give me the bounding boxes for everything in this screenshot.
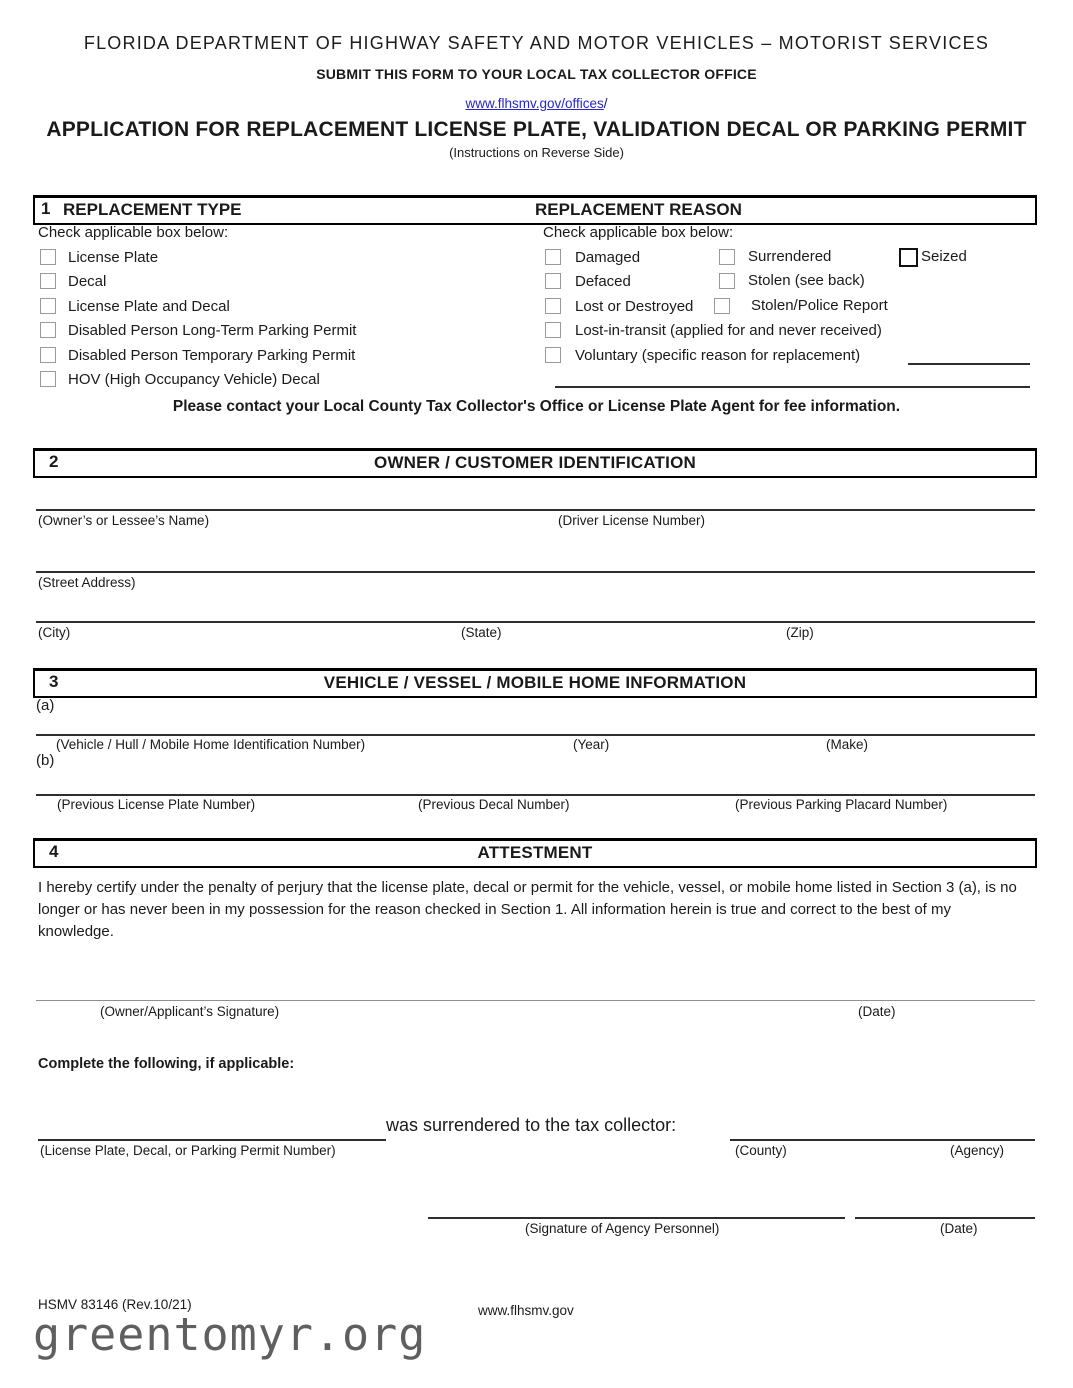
label-prev-placard: (Previous Parking Placard Number): [735, 797, 948, 812]
label-prev-decal: (Previous Decal Number): [418, 797, 570, 812]
submit-instruction: SUBMIT THIS FORM TO YOUR LOCAL TAX COLLECTOR OFFICE: [316, 66, 757, 82]
owner-name-field-line[interactable]: [36, 509, 1035, 511]
label-county: (County): [735, 1143, 787, 1158]
label-plate-decal-permit-number: (License Plate, Decal, or Parking Permit Number): [40, 1143, 336, 1158]
label-state: (State): [461, 625, 502, 640]
section4-header: [33, 838, 1037, 868]
label-lost-or-destroyed: Lost or Destroyed: [575, 298, 694, 315]
label-license-plate: License Plate: [68, 249, 159, 266]
label-zip: (Zip): [786, 625, 814, 640]
label-damaged: Damaged: [575, 249, 641, 266]
complete-note: Complete the following, if applicable:: [38, 1056, 295, 1072]
reason-instruction: Check applicable box below:: [543, 224, 734, 241]
section3-title: VEHICLE / VESSEL / MOBILE HOME INFORMATION: [323, 673, 747, 692]
offices-link[interactable]: www.flhsmv.gov/offices: [465, 96, 604, 111]
label-owner-name: (Owner’s or Lessee’s Name): [38, 513, 210, 528]
checkbox-voluntary[interactable]: [545, 347, 561, 363]
section1-title-right: REPLACEMENT REASON: [535, 200, 742, 219]
label-owner-signature: (Owner/Applicant’s Signature): [100, 1004, 280, 1019]
agency-date-field-line[interactable]: [855, 1217, 1035, 1219]
checkbox-disabled-long-term-permit[interactable]: [40, 322, 56, 338]
previous-numbers-field-line[interactable]: [36, 794, 1035, 796]
form-title: APPLICATION FOR REPLACEMENT LICENSE PLATE, VALIDATION DECAL OR PARKING PERMIT: [46, 118, 1027, 141]
checkbox-seized[interactable]: [899, 248, 918, 267]
checkbox-damaged[interactable]: [545, 249, 561, 265]
row-b-marker: (b): [36, 752, 55, 769]
label-vin: (Vehicle / Hull / Mobile Home Identification Number): [56, 737, 366, 752]
section1-number: 1: [41, 199, 51, 218]
checkbox-decal[interactable]: [40, 273, 56, 289]
label-defaced: Defaced: [575, 273, 631, 290]
checkbox-stolen-police-report[interactable]: [714, 298, 730, 314]
label-city: (City): [38, 625, 71, 640]
surrendered-item-field-line[interactable]: [38, 1139, 386, 1141]
label-surrendered: Surrendered: [748, 248, 832, 265]
offices-link-row: [0, 96, 1073, 111]
label-dl-number: (Driver License Number): [558, 513, 706, 528]
label-decal: Decal: [68, 273, 107, 290]
agency-signature-field-line[interactable]: [428, 1217, 845, 1219]
checkbox-license-plate[interactable]: [40, 249, 56, 265]
owner-signature-field-line[interactable]: [36, 1000, 1035, 1001]
label-agency: (Agency): [950, 1143, 1005, 1158]
fee-note: Please contact your Local County Tax Collector's Office or License Plate Agent for fee information.: [172, 398, 901, 415]
label-disabled-long-term-permit: Disabled Person Long-Term Parking Permit: [68, 322, 357, 339]
footer-website: www.flhsmv.gov: [478, 1303, 574, 1318]
offices-link-suffix: /: [603, 96, 608, 111]
label-agency-signature: (Signature of Agency Personnel): [525, 1221, 720, 1236]
label-disabled-temporary-permit: Disabled Person Temporary Parking Permit: [68, 347, 356, 364]
section1-header: [33, 195, 1037, 225]
checkbox-hov-decal[interactable]: [40, 371, 56, 387]
label-stolen: Stolen (see back): [748, 272, 865, 289]
label-make: (Make): [826, 737, 869, 752]
checkbox-stolen[interactable]: [719, 273, 735, 289]
label-lost-in-transit: Lost-in-transit (applied for and never received): [575, 322, 882, 339]
label-seized: Seized: [921, 248, 967, 265]
label-hov-decal: HOV (High Occupancy Vehicle) Decal: [68, 371, 320, 388]
row-a-marker: (a): [36, 697, 55, 714]
checkbox-lost-in-transit[interactable]: [545, 322, 561, 338]
street-address-field-line[interactable]: [36, 571, 1035, 573]
voluntary-reason-field[interactable]: [908, 363, 1030, 365]
attestment-text: I hereby certify under the penalty of perjury that the license plate, decal or permit for the vehicle, vessel, or mobile home listed in Section 3 (a), is no longer or has never been in my possession for the reason checked in Section 1. All information herein is true and correct to the best of my knowledge.: [38, 879, 1017, 940]
section4-title: ATTESTMENT: [477, 843, 593, 862]
type-instruction: Check applicable box below:: [38, 224, 229, 241]
checkbox-defaced[interactable]: [545, 273, 561, 289]
label-stolen-police-report: Stolen/Police Report: [751, 297, 888, 314]
section2-title: OWNER / CUSTOMER IDENTIFICATION: [374, 453, 696, 472]
vin-year-make-field-line[interactable]: [36, 734, 1035, 736]
section2-number: 2: [49, 452, 59, 471]
agency-title: FLORIDA DEPARTMENT OF HIGHWAY SAFETY AND MOTOR VEHICLES – MOTORIST SERVICES: [83, 33, 990, 53]
city-state-zip-field-line[interactable]: [36, 621, 1035, 623]
section1-title-left: REPLACEMENT TYPE: [63, 200, 242, 219]
form-number: HSMV 83146 (Rev.10/21): [38, 1297, 192, 1312]
checkbox-surrendered[interactable]: [719, 249, 735, 265]
section3-header: [33, 668, 1037, 698]
instructions-note: (Instructions on Reverse Side): [449, 145, 624, 160]
checkbox-lost-or-destroyed[interactable]: [545, 298, 561, 314]
voluntary-reason-field-extra[interactable]: [555, 386, 1030, 388]
label-year: (Year): [573, 737, 610, 752]
label-street-address: (Street Address): [38, 575, 136, 590]
label-prev-plate: (Previous License Plate Number): [57, 797, 256, 812]
section2-header: [33, 448, 1037, 478]
county-agency-field-line[interactable]: [730, 1139, 1035, 1141]
section3-number: 3: [49, 672, 59, 691]
label-agency-date: (Date): [940, 1221, 978, 1236]
section4-number: 4: [49, 842, 59, 861]
surrender-text: was surrendered to the tax collector:: [386, 1115, 677, 1135]
label-license-plate-and-decal: License Plate and Decal: [68, 298, 230, 315]
label-date: (Date): [858, 1004, 896, 1019]
label-voluntary: Voluntary (specific reason for replacement): [575, 347, 861, 364]
checkbox-disabled-temporary-permit[interactable]: [40, 347, 56, 363]
watermark: greentomyr.org: [33, 1308, 427, 1361]
checkbox-license-plate-and-decal[interactable]: [40, 298, 56, 314]
